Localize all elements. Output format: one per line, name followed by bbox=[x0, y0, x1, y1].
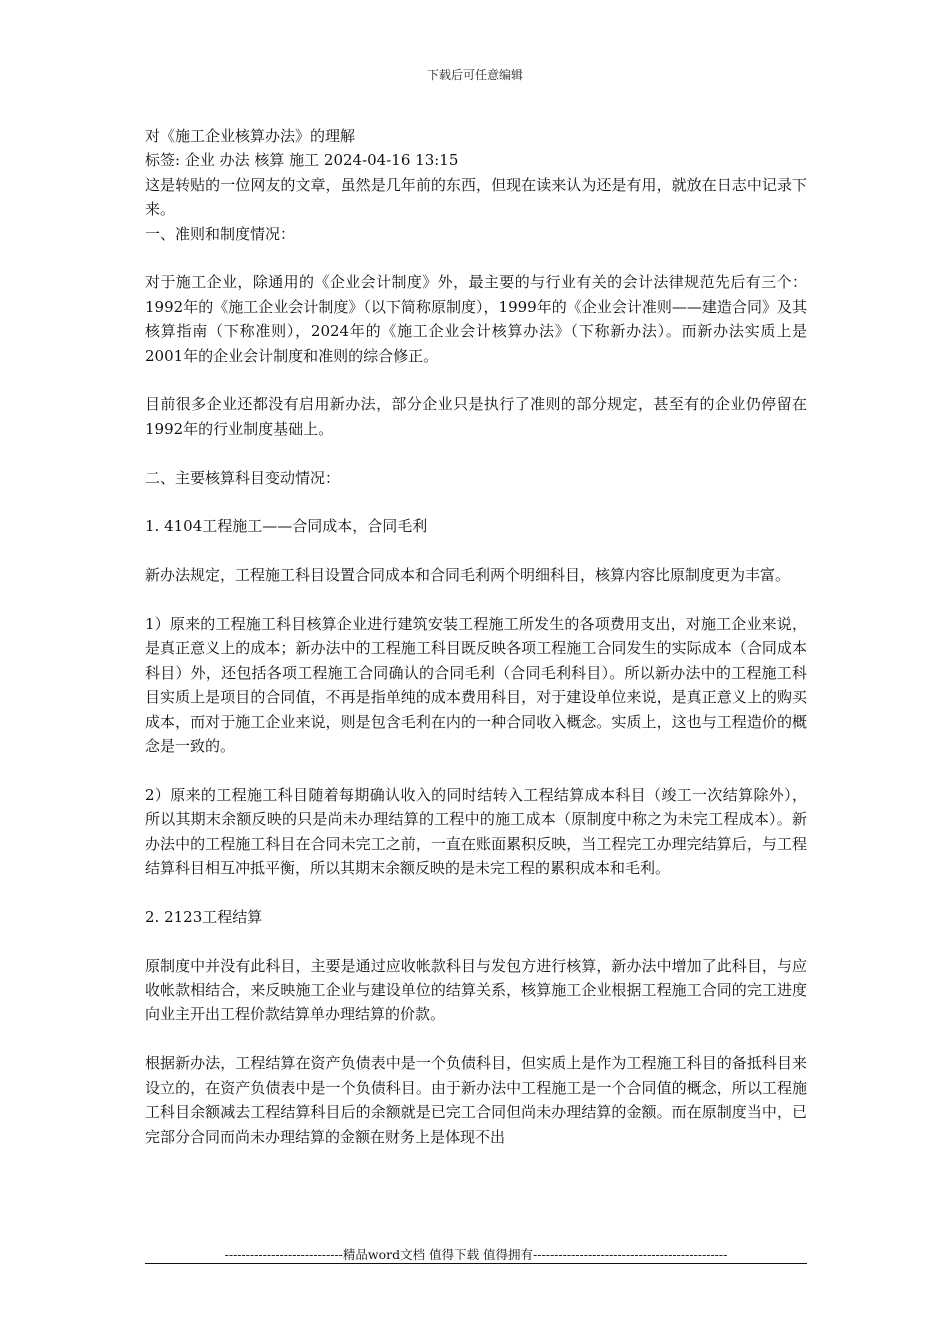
paragraph-2123-intro: 原制度中并没有此科目，主要是通过应收帐款科目与发包方进行核算，新办法中增加了此科目，与应收帐款相结合，来反映施工企业与建设单位的结算关系，核算施工企业根据工程施工合同的完工进度向业主开出工程价款结算单办理结算的价款。 bbox=[145, 956, 807, 1024]
section-heading-2: 二、主要核算科目变动情况： bbox=[145, 468, 341, 487]
paragraph-4104-intro: 新办法规定，工程施工科目设置合同成本和合同毛利两个明细科目，核算内容比原制度更为丰富。 bbox=[145, 566, 791, 585]
paragraph-4104-point-1: 1）原来的工程施工科目核算企业进行建筑安装工程施工所发生的各项费用支出，对施工企业来说，是真正意义上的成本；新办法中的工程施工科目既反映各项工程施工合同发生的实际成本（合同成本科目）外，还包括各项工程施工合同确认的合同毛利（合同毛利科目）。所以新办法中的工程施工科目实质上是项目的合同值，不再是指单纯的成本费用科目，对于建设单位来说，是真正意义上的购买成本，而对于施工企业来说，则是包含毛利在内的一种合同收入概念。实质上，这也与工程造价的概念是一致的。 bbox=[145, 615, 807, 756]
paragraph-4104-point-2: 2）原来的工程施工科目随着每期确认收入的同时结转入工程结算成本科目（竣工一次结算除外），所以其期末余额反映的只是尚未办理结算的工程中的施工成本（原制度中称之为未完工程成本）。新办法中的工程施工科目在合同未完工之前，一直在账面累积反映，当工程完工办理完结算后，与工程结算科目相互冲抵平衡，所以其期末余额反映的是未完工程的累积成本和毛利。 bbox=[145, 785, 807, 878]
item-heading-2123: 2. 2123工程结算 bbox=[145, 907, 263, 926]
section-heading-1: 一、准则和制度情况： bbox=[145, 224, 296, 243]
page-footer: ----------------------------精品word文档 值得下载 值得拥有---------------------------------------------- bbox=[224, 1247, 728, 1262]
page-header: 下载后可任意编辑 bbox=[426, 68, 523, 82]
article-body bbox=[145, 124, 807, 1149]
paragraph-standards: 对于施工企业，除通用的《企业会计制度》外，最主要的与行业有关的会计法律规范先后有三个：1992年的《施工企业会计制度》（以下简称原制度），1999年的《企业会计准则——建造合同》及其核算指南（下称准则），2024年的《施工企业会计核算办法》（下称新办法）。而新办法实质上是2001年的企业会计制度和准则的综合修正。 bbox=[145, 273, 807, 365]
intro-paragraph: 这是转贴的一位网友的文章，虽然是几年前的东西，但现在读来认为还是有用，就放在日志中记录下来。 bbox=[145, 175, 807, 219]
paragraph-2123-detail: 根据新办法，工程结算在资产负债表中是一个负债科目，但实质上是作为工程施工科目的备抵科目来设立的，在资产负债表中是一个负债科目。由于新办法中工程施工是一个合同值的概念，所以工程施工科目余额减去工程结算科目后的余额就是已完工合同但尚未办理结算的金额。而在原制度当中，已完部分合同而尚未办理结算的金额在财务上是体现不出 bbox=[145, 1054, 807, 1146]
article-title: 对《施工企业核算办法》的理解 bbox=[145, 127, 356, 145]
item-heading-4104: 1. 4104工程施工——合同成本，合同毛利 bbox=[145, 517, 428, 536]
paragraph-adoption: 目前很多企业还都没有启用新办法，部分企业只是执行了准则的部分规定，甚至有的企业仍停留在1992年的行业制度基础上。 bbox=[145, 395, 807, 438]
tags-line: 标签: 企业 办法 核算 施工 2024-04-16 13:15 bbox=[145, 151, 459, 170]
footer-divider bbox=[145, 1263, 807, 1264]
